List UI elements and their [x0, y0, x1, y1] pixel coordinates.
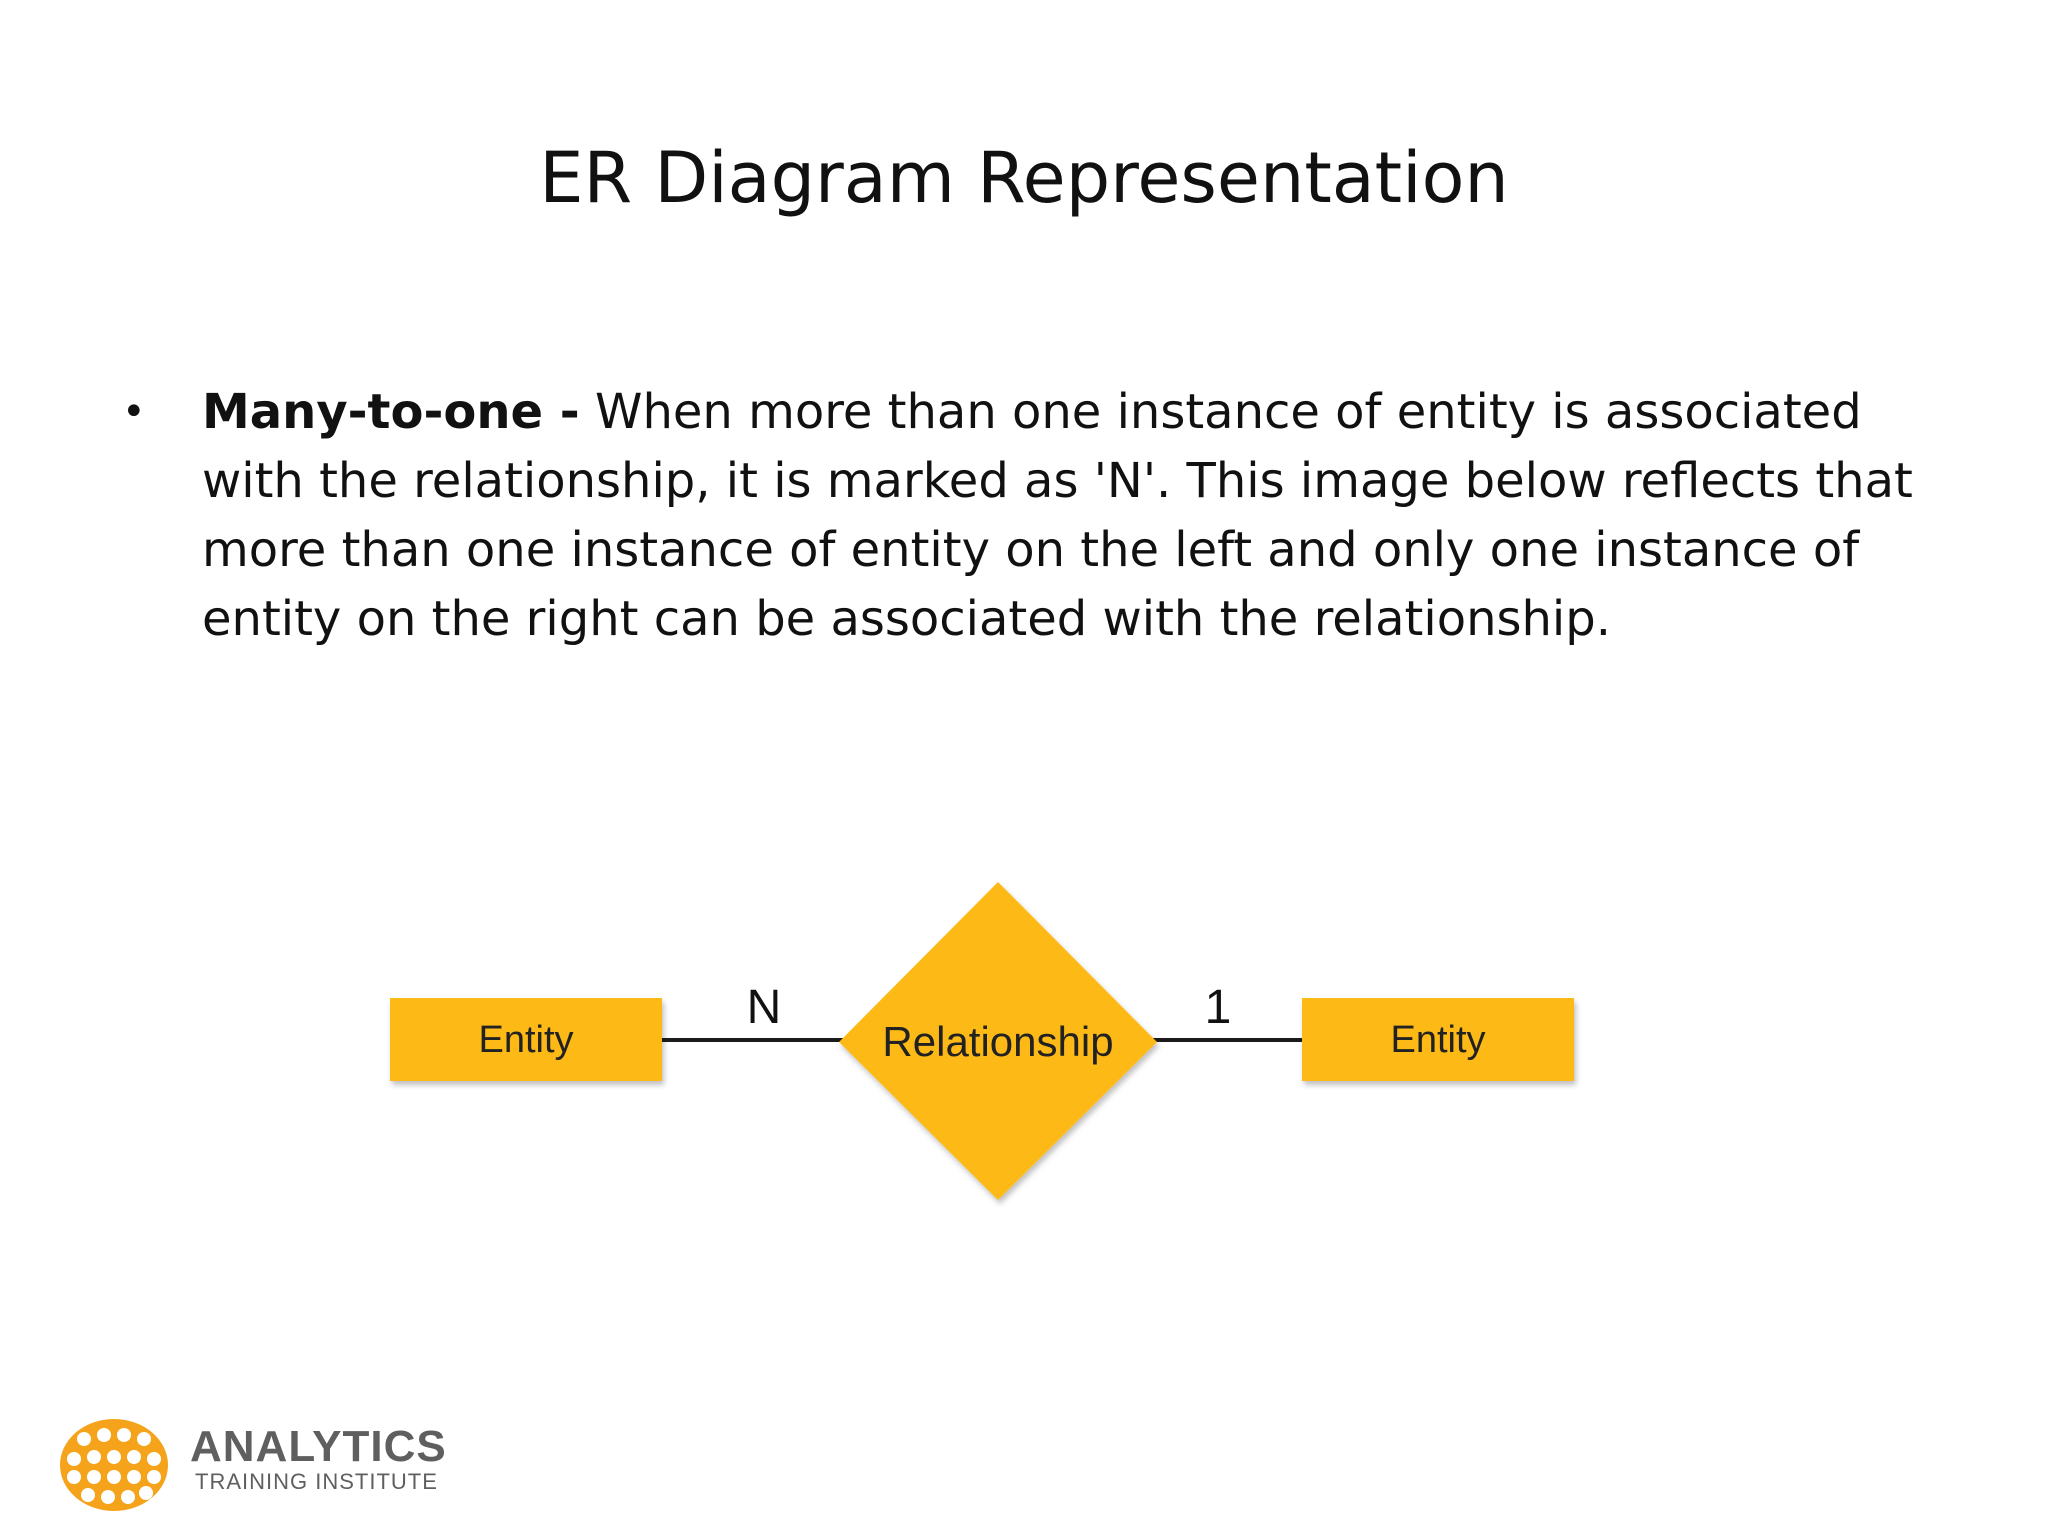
logo-mark-icon — [58, 1415, 178, 1515]
relationship-label: Relationship — [882, 1018, 1114, 1065]
right-entity-label: Entity — [1390, 1019, 1486, 1061]
er-diagram — [0, 860, 2048, 1220]
bullet-term: Many-to-one - — [202, 384, 580, 440]
right-cardinality: 1 — [1204, 981, 1232, 1034]
left-cardinality: N — [746, 981, 782, 1034]
bullet-item — [122, 378, 1942, 654]
bullet-text: When more than one instance of entity is associated with the relationship, it is marked as 'N'. This image below reflects that more than one instance of entity on the left and only one instance of entity on the right can be associated with the relationship. — [202, 384, 1913, 647]
bullet-marker: • — [122, 389, 146, 435]
er-diagram-svg — [0, 860, 2048, 1220]
slide-title: ER Diagram Representation — [539, 137, 1509, 219]
left-entity-label: Entity — [478, 1019, 574, 1061]
logo-wordmark: ANALYTICS — [190, 1422, 447, 1471]
logo-tagline: TRAINING INSTITUTE — [195, 1469, 438, 1494]
bullet-list — [122, 378, 1942, 654]
analytics-logo — [58, 1415, 478, 1515]
